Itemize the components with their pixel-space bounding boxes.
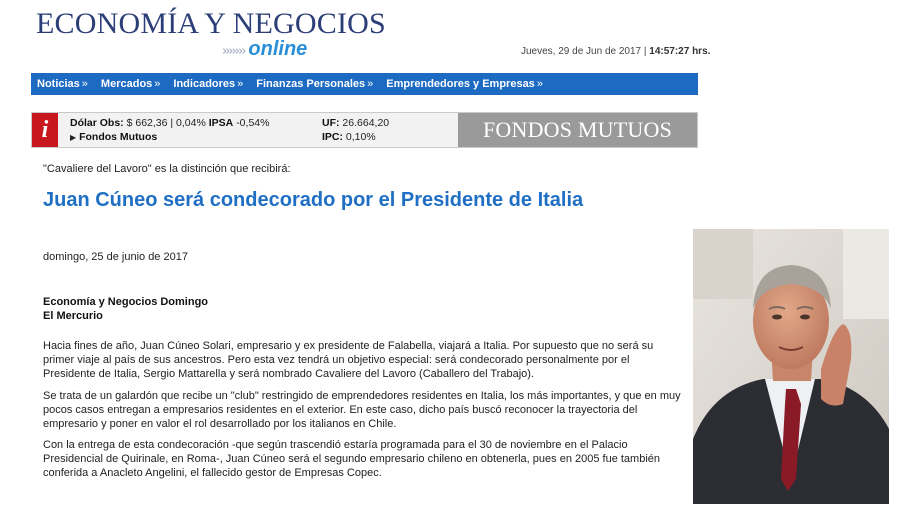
date-time-display [521,46,710,57]
uf-value: 26.664,20 [342,117,390,129]
uf-indicator [322,117,389,129]
nav-arrow-icon: » [536,78,543,90]
article-paragraph: Hacia fines de año, Juan Cúneo Solari, empresario y ex presidente de Falabella, viajará a Italia. Por supuesto que no será su primer viaje al país de sus ancestros. Pero esta vez tendrá un objetivo especial: será condecorado personalmente por el Presidente de Italia, Sergio Mattarella y será nombrado Cavaliere del Lavoro (Caballero del Trabajo). [43,340,654,380]
logo-title: ECONOMÍA Y NEGOCIOS [36,7,386,40]
article-source [43,295,208,323]
triangle-right-icon: ▶ [70,133,77,142]
nav-arrow-icon: » [154,78,161,90]
nav-arrow-icon: » [367,78,374,90]
fondos-mutuos-label: Fondos Mutuos [79,131,158,143]
article-headline: Juan Cúneo será condecorado por el Presidente de Italia [43,189,584,211]
article-paragraph: Se trata de un galardón que recibe un "club" restringido de emprendedores residentes en Italia, los más importantes, y que en muy pocos casos entregan a empresarios residentes en el exterior. En este caso, dicho país buscó reconocer la trayectoria del empresario y poner en valor el rol desarrollado por los italianos en Chile. [43,390,681,430]
current-date: Jueves, 29 de Jun de 2017 [521,46,642,57]
article-paragraph: Con la entrega de esta condecoración -que según trascendió estaría programada para el 30 de noviembre en el Palacio Presidencial de Quirinale, en Roma-, Juan Cúneo será el segundo empresario chileno en obtenerla, pues en 2005 fue también conferida a Anacleto Angelini, el fallecido gestor de Empresas Copec. [43,439,660,479]
source-publication: Economía y Negocios Domingo [43,296,209,308]
nav-arrow-icon: » [237,78,244,90]
source-newspaper: El Mercurio [43,310,103,322]
ticker-row-1 [70,117,269,129]
nav-item-indicadores[interactable] [167,78,250,90]
market-ticker [31,112,698,148]
nav-item-finanzas-personales[interactable] [250,78,380,90]
info-icon: i [32,113,58,147]
nav-label: Mercados [100,78,153,90]
date-separator: | [643,46,647,57]
article-date: domingo, 25 de junio de 2017 [43,251,188,263]
article-kicker: "Cavaliere del Lavoro" es la distinción que recibirá: [43,163,291,175]
dolar-label: Dólar Obs: [70,117,124,129]
nav-arrow-icon: » [81,78,88,90]
fondos-mutuos-link[interactable] [70,131,157,143]
ipc-indicator [322,131,376,143]
logo-online-text: online [248,38,308,60]
logo-subtitle [222,38,307,61]
current-time: 14:57:27 hrs. [649,46,711,57]
nav-label: Indicadores [173,78,236,90]
nav-label: Emprendedores y Empresas [386,78,535,90]
portrait-photo [693,229,889,504]
ipsa-label: IPSA [208,117,234,129]
ipc-label: IPC: [322,131,343,143]
uf-label: UF: [322,117,340,129]
logo-arrows-icon: ››››››› [222,44,245,59]
fondos-mutuos-banner[interactable]: FONDOS MUTUOS [458,113,697,147]
ipc-value: 0,10% [345,131,376,143]
nav-label: Noticias [37,78,80,90]
ipsa-value: -0,54% [236,117,270,129]
nav-label: Finanzas Personales [256,78,366,90]
nav-item-noticias[interactable] [31,78,95,90]
portrait-illustration [693,229,889,504]
site-logo[interactable] [36,7,386,60]
nav-item-mercados[interactable] [95,78,167,90]
ticker-values [58,113,458,147]
dolar-value: $ 662,36 | 0,04% [126,117,206,129]
main-nav [31,73,698,95]
nav-item-emprendedores[interactable] [380,78,550,90]
